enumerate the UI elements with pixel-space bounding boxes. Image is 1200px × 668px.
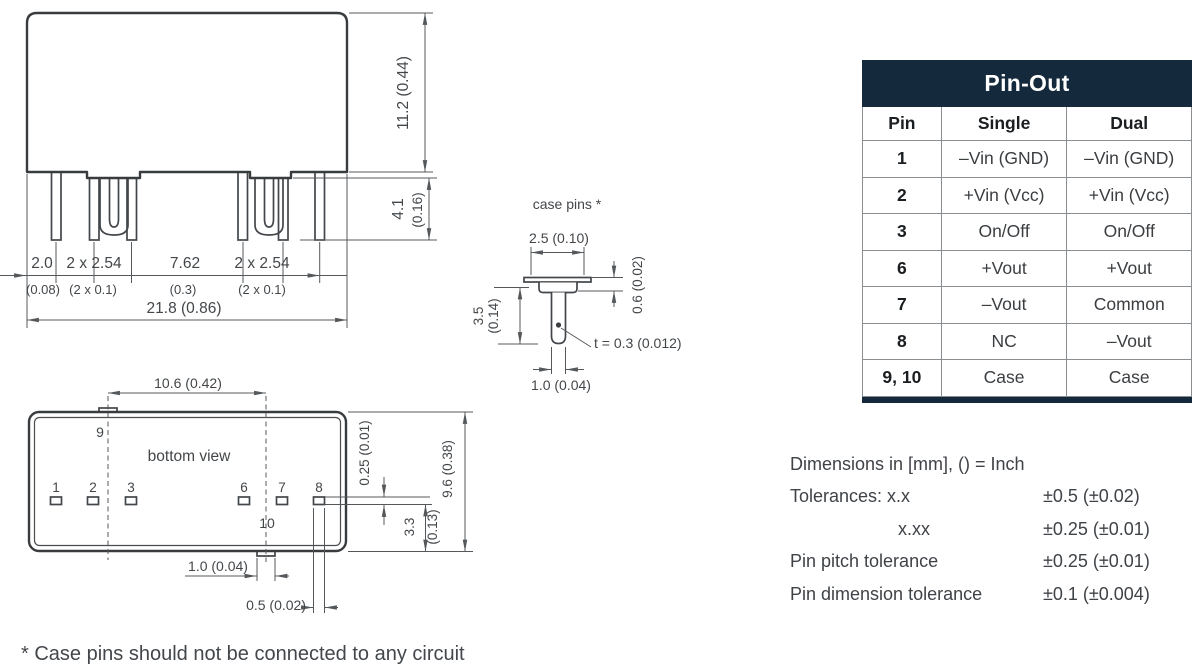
pin-number: 2 — [863, 178, 942, 214]
dual-function: –Vout — [1106, 330, 1152, 351]
case-pin-shoulder — [539, 283, 577, 293]
dim-length-mm: 3.5 — [471, 306, 486, 326]
single-function: Case — [942, 360, 1068, 396]
tolerance-value: ±0.1 (±0.004) — [1043, 583, 1150, 604]
pin-number: 7 — [863, 287, 942, 323]
pinout-table-bottom-bar — [862, 397, 1192, 403]
bottom-pin-1-label: 1 — [52, 480, 60, 495]
dual-function: On/Off — [1103, 221, 1155, 242]
dim-pitch-left-in: (2 x 0.1) — [69, 282, 117, 297]
column-header-pin: Pin — [863, 107, 942, 140]
dim-edge-to-pin-in: (0.08) — [26, 282, 60, 297]
column-header-dual: Dual — [1110, 113, 1149, 133]
dim-pin-length-in: (0.16) — [410, 192, 425, 228]
case-pin-10-label: 10 — [259, 515, 275, 531]
single-function: –Vout — [942, 287, 1068, 323]
tolerance-row — [790, 485, 1200, 507]
dim-pin-thickness: 0.25 (0.01) — [357, 420, 372, 486]
tolerance-label: Pin dimension tolerance — [790, 583, 983, 604]
bottom-pin-8 — [314, 497, 325, 505]
side-case-pin-9 — [100, 178, 128, 236]
dim-center-gap-mm: 7.62 — [169, 255, 201, 272]
dim-pin-row-offset-in: (0.13) — [425, 509, 440, 545]
single-function: NC — [942, 324, 1068, 360]
pin-number: 1 — [863, 141, 942, 177]
dim-body-height: 11.2 (0.44) — [395, 56, 412, 130]
table-row — [863, 214, 1191, 251]
table-row — [863, 141, 1191, 178]
bottom-pin-1 — [51, 497, 62, 505]
table-row — [863, 287, 1191, 324]
side-pin-1 — [52, 171, 62, 240]
units-note: Dimensions in [mm], () = Inch — [790, 454, 1025, 474]
dim-bottom-pin-width: 0.5 (0.02) — [246, 597, 306, 613]
side-pin-8 — [315, 171, 325, 240]
case-pin-flange — [524, 278, 591, 283]
table-row — [863, 360, 1191, 397]
bottom-pin-8-label: 8 — [315, 480, 323, 495]
table-row — [863, 324, 1191, 361]
single-function: +Vout — [942, 251, 1068, 287]
dim-pitch-left-mm: 2 x 2.54 — [66, 255, 122, 272]
tolerance-row — [790, 550, 1200, 572]
pin-number: 6 — [863, 251, 942, 287]
bottom-pin-6-label: 6 — [240, 480, 248, 495]
dual-function: Common — [1093, 294, 1165, 315]
dim-pitch-right-in: (2 x 0.1) — [238, 282, 286, 297]
tolerance-label: Tolerances: x.x — [790, 486, 911, 507]
dim-center-gap-in: (0.3) — [169, 282, 197, 297]
bottom-view-drawing — [29, 375, 473, 613]
single-function: –Vin (GND) — [942, 141, 1068, 177]
pinout-table-title: Pin-Out — [862, 60, 1192, 107]
dim-pitch-right-mm: 2 x 2.54 — [234, 255, 290, 272]
tolerance-row — [790, 518, 1200, 540]
table-row — [863, 178, 1191, 215]
tolerance-label: Pin pitch tolerance — [790, 551, 939, 572]
dim-flange-thickness: 0.6 (0.02) — [630, 256, 645, 314]
column-header-single: Single — [942, 107, 1068, 140]
module-body-bottom-outer — [29, 412, 346, 551]
pin-number: 3 — [863, 214, 942, 250]
dim-case-tab-width: 1.0 (0.04) — [188, 558, 248, 574]
bottom-pin-3-label: 3 — [127, 480, 135, 495]
bottom-view-title: bottom view — [147, 448, 231, 465]
side-pin-2 — [90, 176, 100, 240]
dim-edge-to-pin-mm: 2.0 — [31, 255, 53, 272]
table-row — [863, 251, 1191, 288]
case-pin-detail-drawing — [471, 196, 682, 393]
bottom-pin-2-label: 2 — [89, 480, 97, 495]
tolerance-label: x.xx — [898, 518, 931, 539]
tolerance-value: ±0.25 (±0.01) — [1043, 518, 1150, 539]
dual-function: +Vin (Vcc) — [1088, 184, 1170, 205]
bottom-pin-2 — [88, 497, 99, 505]
side-view-drawing — [0, 13, 437, 328]
single-function: On/Off — [942, 214, 1068, 250]
case-pin-9-label: 9 — [96, 424, 104, 440]
tolerance-row — [790, 583, 1200, 605]
dim-pin-row-offset-mm: 3.3 — [402, 517, 417, 537]
tolerance-value: ±0.25 (±0.01) — [1043, 551, 1150, 572]
pinout-header-row — [863, 107, 1191, 141]
tolerance-value: ±0.5 (±0.02) — [1043, 486, 1140, 507]
dim-flange-width: 2.5 (0.10) — [529, 230, 589, 246]
pinout-table — [862, 60, 1192, 403]
dim-length-in: (0.14) — [486, 298, 501, 334]
case-pin-footnote: * Case pins should not be connected to any circuit — [21, 643, 465, 665]
tolerance-notes — [790, 453, 1200, 605]
case-pin-shaft — [552, 293, 566, 344]
pin-number: 9, 10 — [863, 360, 942, 396]
dim-material-thickness: t = 0.3 (0.012) — [594, 335, 682, 351]
dim-case-pin-span: 10.6 (0.42) — [154, 375, 222, 391]
bottom-pin-3 — [126, 497, 137, 505]
dim-pin-length-mm: 4.1 — [390, 198, 407, 220]
case-pin-title: case pins * — [532, 196, 602, 212]
module-body-side — [27, 13, 347, 178]
bottom-pin-7 — [277, 497, 288, 505]
thickness-reference-dot — [556, 322, 561, 327]
dim-case-pin-width: 1.0 (0.04) — [531, 377, 591, 393]
bottom-pin-7-label: 7 — [278, 480, 286, 495]
dim-body-depth: 9.6 (0.38) — [440, 440, 455, 498]
pin-number: 8 — [863, 324, 942, 360]
dual-function: –Vin (GND) — [1084, 148, 1175, 169]
dim-total-width: 21.8 (0.86) — [146, 300, 222, 317]
pinout-table-body — [862, 107, 1192, 397]
single-function: +Vin (Vcc) — [942, 178, 1068, 214]
dual-function: +Vout — [1106, 257, 1152, 278]
side-pin-6 — [238, 171, 248, 240]
dual-function: Case — [1108, 367, 1150, 388]
bottom-pin-6 — [239, 497, 250, 505]
